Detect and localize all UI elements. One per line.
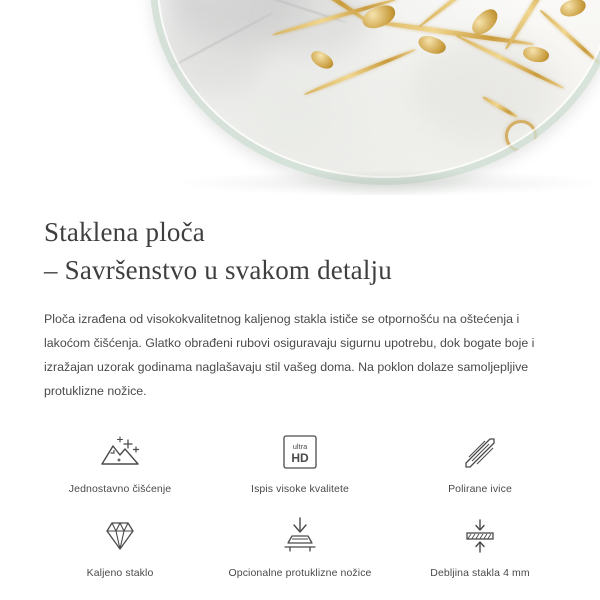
feature-grid: [0, 429, 600, 579]
sparkle-cleaning-icon: [97, 429, 143, 475]
svg-text:ultra: ultra: [292, 442, 308, 452]
feature-label: Ispis visoke kvalitete: [251, 483, 349, 496]
plate-shadow: [175, 170, 600, 195]
feature-label: Jednostavno čišćenje: [68, 483, 172, 496]
text-content: [0, 195, 600, 403]
feature-label: Opcionalne protuklizne nožice: [228, 567, 372, 580]
polished-edges-icon: [457, 429, 503, 475]
glass-thickness-icon: [457, 513, 503, 559]
feature-label: Kaljeno staklo: [86, 567, 154, 580]
feature-item: [210, 429, 390, 495]
tempered-glass-diamond-icon: [97, 513, 143, 559]
headline-line-2: – Savršenstvo u svakom detalju: [44, 255, 392, 286]
svg-text:HD: HD: [291, 451, 309, 466]
anti-slip-feet-icon: [277, 513, 323, 559]
feature-item: [30, 513, 210, 579]
feature-label: Polirane ivice: [448, 483, 512, 496]
glass-rim-highlight: [157, 0, 600, 178]
page-title: [44, 213, 556, 290]
hero-image: [0, 0, 600, 195]
feature-item: [210, 513, 390, 579]
ultra-hd-print-icon: [277, 429, 323, 475]
headline-line-1: Staklena ploča: [44, 217, 205, 247]
glass-plate-graphic: [150, 0, 600, 185]
feature-item: [30, 429, 210, 495]
description-paragraph: Ploča izrađena od visokokvalitetnog kaljenog stakla ističe se otpornošću na oštećenja i lakoćom čišćenja. Glatko obrađeni rubovi osiguravaju sigurnu upotrebu, dok bogate boje i izražajan uzorak godinama naglašavaju stil vašeg doma. Na poklon dolaze samoljepljive protuklizne nožice.: [44, 311, 535, 399]
feature-item: [390, 429, 570, 495]
feature-item: [390, 513, 570, 579]
feature-label: Debljina stakla 4 mm: [430, 567, 530, 580]
